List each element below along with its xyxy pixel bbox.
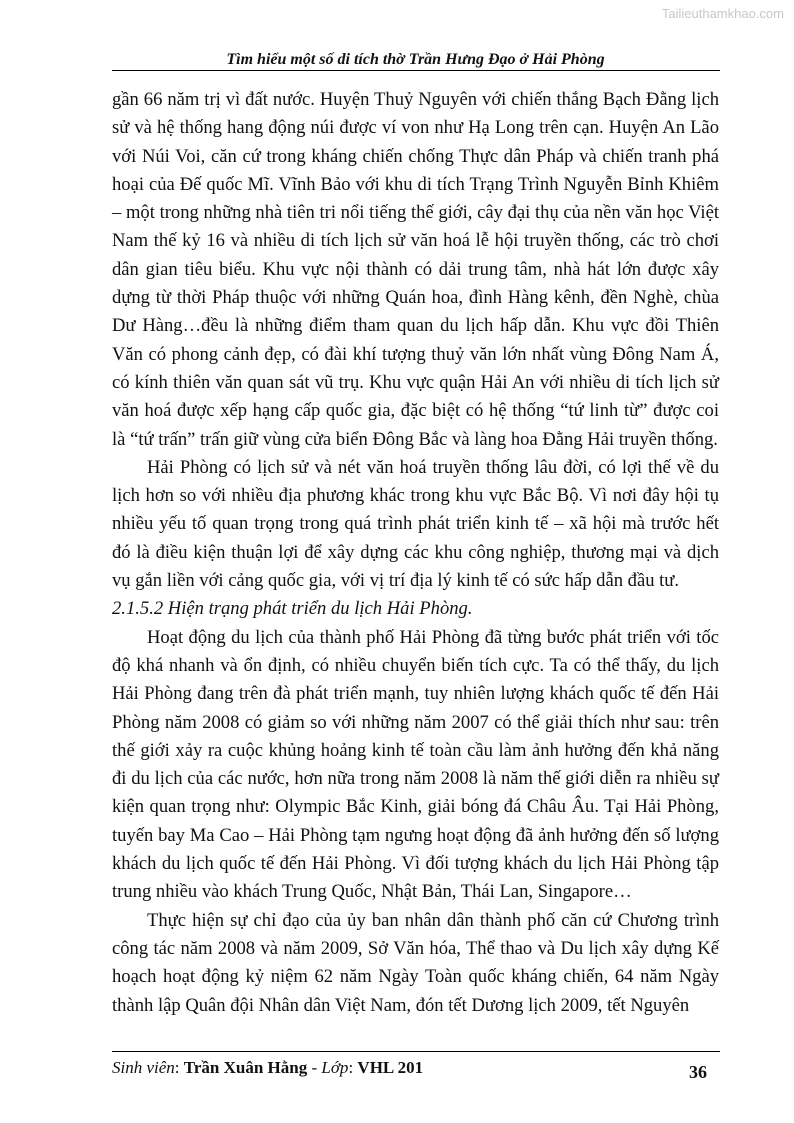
section-subheading: 2.1.5.2 Hiện trạng phát triển du lịch Hải Phòng. — [112, 598, 473, 620]
class-label: Lớp — [321, 1058, 349, 1077]
colon: : — [174, 1058, 184, 1077]
header-rule — [112, 70, 720, 71]
student-name: Trần Xuân Hằng — [183, 1058, 308, 1077]
footer-rule — [112, 1051, 720, 1052]
paragraph-1: gần 66 năm trị vì đất nước. Huyện Thuỷ Nguyên với chiến thắng Bạch Đằng lịch sử và hệ thống hang động núi được ví von như Hạ Long trên cạn. Huyện An Lão với Núi Voi, căn cứ trong kháng chiến chống Thực dân Pháp và chiến tranh phá hoại của Đế quốc Mĩ. Vĩnh Bảo với khu di tích Trạng Trình Nguyễn Bỉnh Khiêm – một trong những nhà tiên tri nổi tiếng thế giới, cây đại thụ của nền văn học Việt Nam thế kỷ 16 và nhiều di tích lịch sử văn hoá lễ hội truyền thống, các trò chơi dân gian tiêu biểu. Khu vực nội thành có dải trung tâm, nhà hát lớn được xây dựng từ thời Pháp thuộc với những Quán hoa, đình Hàng kênh, đền Nghè, chùa Dư Hàng…đều là những điểm tham quan du lịch hấp dẫn. Khu vực đồi Thiên Văn có phong cảnh đẹp, có đài khí tượng thuỷ văn lớn nhất vùng Đông Nam Á, có kính thiên văn quan sát vũ trụ. Khu vực quận Hải An với nhiều di tích lịch sử văn hoá được xếp hạng cấp quốc gia, đặc biệt có hệ thống “tứ linh từ” được coi là “tứ trấn” trấn giữ vùng cửa biển Đông Bắc và làng hoa Đằng Hải truyền thống. — [112, 89, 719, 450]
colon-2: : — [348, 1058, 358, 1077]
class-value: VHL 201 — [357, 1058, 424, 1077]
paragraph-2: Hải Phòng có lịch sử và nét văn hoá truyền thống lâu đời, có lợi thế về du lịch hơn so với nhiều địa phương khác trong khu vực Bắc Bộ. Vì nơi đây hội tụ nhiều yếu tố quan trọng trong quá trình phát triển kinh tế – xã hội mà trước hết đó là điều kiện thuận lợi để xây dựng các khu công nghiệp, thương mại và dịch vụ gắn liền với cảng quốc gia, với vị trí địa lý kinh tế có sức hấp dẫn đầu tư. — [112, 456, 719, 592]
footer-separator: - — [307, 1058, 322, 1077]
running-header: Tìm hiểu một số di tích thờ Trần Hưng Đạo ở Hải Phòng — [226, 51, 605, 68]
page-number: 36 — [689, 1062, 707, 1082]
paragraph-4: Thực hiện sự chỉ đạo của ủy ban nhân dân thành phố căn cứ Chương trình công tác năm 2008 và năm 2009, Sở Văn hóa, Thể thao và Du lịch xây dựng Kế hoạch hoạt động kỷ niệm 62 năm Ngày Toàn quốc kháng chiến, 64 năm Ngày thành lập Quân đội Nhân dân Việt Nam, đón tết Dương lịch 2009, tết Nguyên — [112, 909, 719, 1016]
page-body — [112, 86, 719, 1020]
page-footer — [112, 1054, 719, 1082]
paragraph-3: Hoạt động du lịch của thành phố Hải Phòng đã từng bước phát triển với tốc độ khá nhanh và ổn định, có nhiều chuyển biến tích cực. Ta có thể thấy, du lịch Hải Phòng đang trên đà phát triển mạnh, tuy nhiên lượng khách quốc tế đến Hải Phòng năm 2008 có giảm so với những năm 2007 có thể giải thích như sau: trên thế giới xảy ra cuộc khủng hoảng kinh tế toàn cầu làm ảnh hưởng đến khả năng đi du lịch của các nước, hơn nữa trong năm 2008 là năm thế giới diễn ra nhiều sự kiện quan trọng như: Olympic Bắc Kinh, giải bóng đá Châu Âu. Tại Hải Phòng, tuyến bay Ma Cao – Hải Phòng tạm ngưng hoạt động đã ảnh hưởng đến số lượng khách du lịch quốc tế đến Hải Phòng. Vì đối tượng khách du lịch Hải Phòng tập trung nhiều vào khách Trung Quốc, Nhật Bản, Thái Lan, Singapore… — [112, 626, 719, 903]
watermark: Tailieuthamkhao.com — [661, 6, 784, 21]
student-label: Sinh viên — [112, 1058, 175, 1077]
